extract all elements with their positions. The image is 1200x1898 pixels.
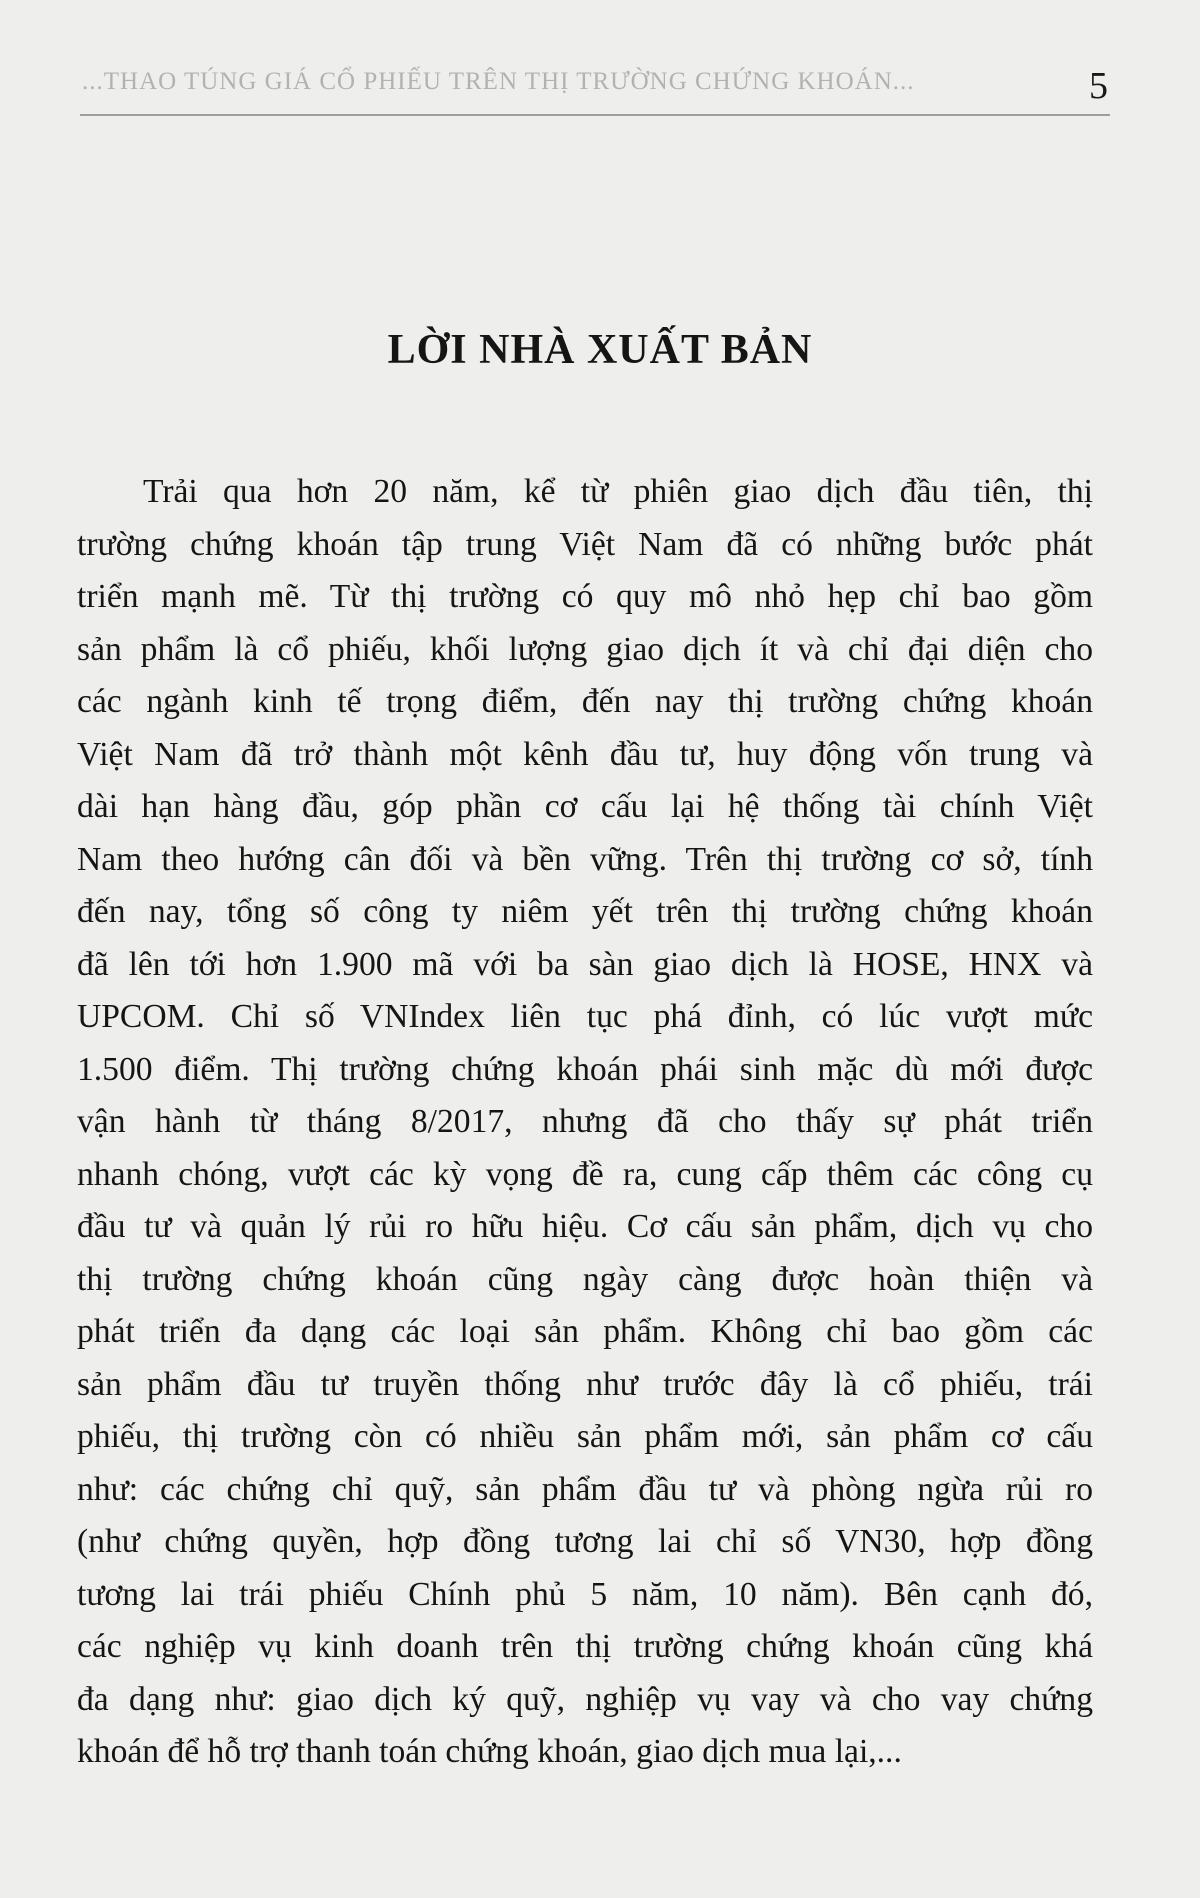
body-paragraph	[77, 466, 1093, 1779]
text-line: UPCOM. Chỉ số VNIndex liên tục phá đỉnh, có lúc vượt mức	[77, 998, 1093, 1035]
text-line: nhanh chóng, vượt các kỳ vọng đề ra, cung cấp thêm các công cụ	[77, 1155, 1093, 1193]
text-line: triển mạnh mẽ. Từ thị trường có quy mô nhỏ hẹp chỉ bao gồm	[77, 578, 1093, 615]
text-line: trường chứng khoán tập trung Việt Nam đã có những bước phát	[77, 525, 1093, 563]
running-header: ...THAO TÚNG GIÁ CỔ PHIẾU TRÊN THỊ TRƯỜNG CHỨNG KHOÁN...	[82, 68, 915, 95]
text-line: các ngành kinh tế trọng điểm, đến nay thị trường chứng khoán	[77, 683, 1093, 720]
text-line: Việt Nam đã trở thành một kênh đầu tư, huy động vốn trung và	[77, 735, 1093, 773]
text-line: Trải qua hơn 20 năm, kể từ phiên giao dịch đầu tiên, thị	[143, 473, 1093, 510]
text-line: phát triển đa dạng các loại sản phẩm. Không chỉ bao gồm các	[77, 1313, 1093, 1350]
page-number: 5	[1089, 65, 1108, 107]
text-line: tương lai trái phiếu Chính phủ 5 năm, 10 năm). Bên cạnh đó,	[77, 1575, 1093, 1613]
text-line: sản phẩm đầu tư truyền thống như trước đây là cổ phiếu, trái	[77, 1365, 1093, 1403]
header-divider	[80, 114, 1110, 116]
text-line: phiếu, thị trường còn có nhiều sản phẩm mới, sản phẩm cơ cấu	[77, 1418, 1093, 1455]
page-title: LỜI NHÀ XUẤT BẢN	[387, 327, 813, 373]
text-line: đa dạng như: giao dịch ký quỹ, nghiệp vụ vay và cho vay chứng	[77, 1680, 1093, 1718]
text-line: vận hành từ tháng 8/2017, nhưng đã cho thấy sự phát triển	[77, 1103, 1093, 1140]
text-line: đến nay, tổng số công ty niêm yết trên thị trường chứng khoán	[77, 893, 1093, 930]
text-line: đã lên tới hơn 1.900 mã với ba sàn giao dịch là HOSE, HNX và	[77, 945, 1093, 983]
text-line: thị trường chứng khoán cũng ngày càng được hoàn thiện và	[77, 1260, 1093, 1298]
text-line: Nam theo hướng cân đối và bền vững. Trên thị trường cơ sở, tính	[77, 840, 1093, 878]
text-line: sản phẩm là cổ phiếu, khối lượng giao dịch ít và chỉ đại diện cho	[77, 630, 1093, 668]
text-line: các nghiệp vụ kinh doanh trên thị trường chứng khoán cũng khá	[77, 1628, 1093, 1665]
text-line: 1.500 điểm. Thị trường chứng khoán phái sinh mặc dù mới được	[77, 1050, 1093, 1088]
text-line: đầu tư và quản lý rủi ro hữu hiệu. Cơ cấu sản phẩm, dịch vụ cho	[77, 1208, 1093, 1245]
text-line: khoán để hỗ trợ thanh toán chứng khoán, giao dịch mua lại,...	[77, 1733, 902, 1770]
text-line: dài hạn hàng đầu, góp phần cơ cấu lại hệ thống tài chính Việt	[77, 788, 1093, 825]
text-line: như: các chứng chỉ quỹ, sản phẩm đầu tư và phòng ngừa rủi ro	[77, 1470, 1093, 1508]
text-line: (như chứng quyền, hợp đồng tương lai chỉ số VN30, hợp đồng	[77, 1523, 1093, 1560]
